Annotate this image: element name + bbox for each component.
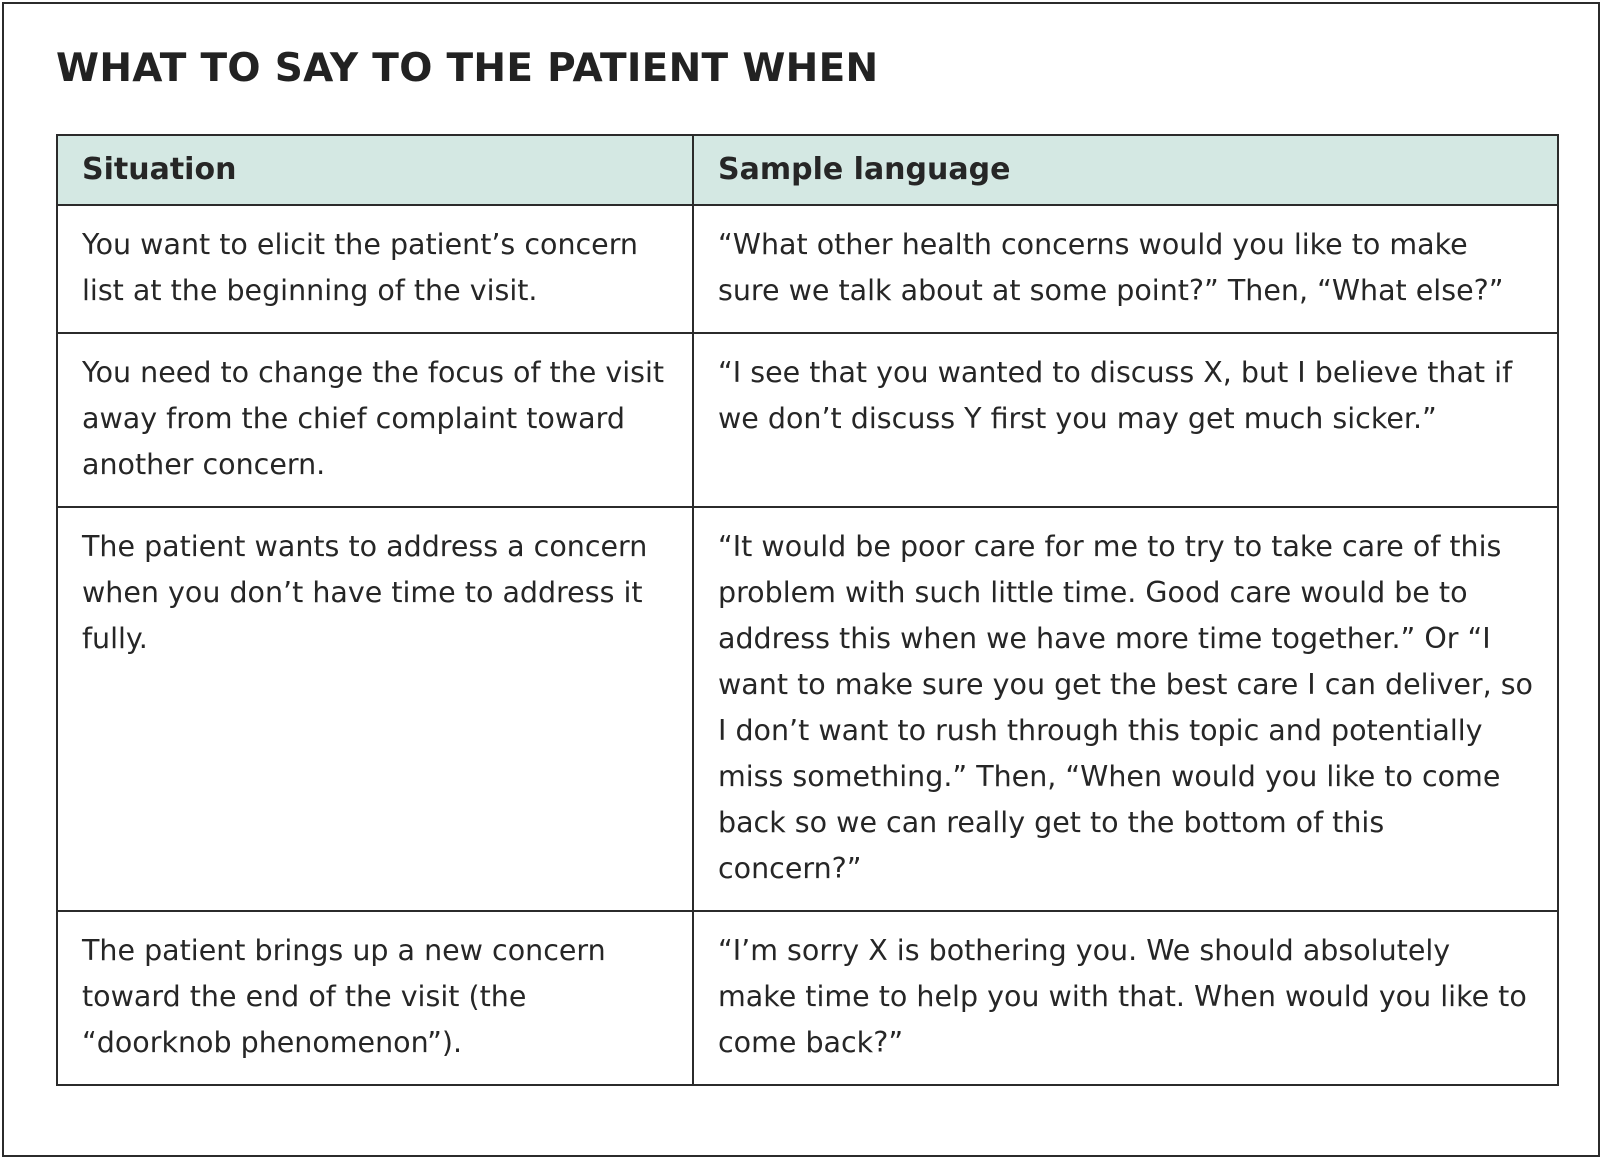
sample-language-cell: “I’m sorry X is bothering you. We should absolutely make time to help you with that. When would you like to come back?” — [693, 911, 1558, 1085]
situation-cell: The patient wants to address a concern when you don’t have time to address it fully. — [57, 507, 693, 911]
document-title: WHAT TO SAY TO THE PATIENT WHEN — [56, 46, 879, 91]
table-row — [57, 333, 1558, 507]
header-situation: Situation — [57, 135, 693, 205]
situation-cell: The patient brings up a new concern toward the end of the visit (the “doorknob phenomenon”). — [57, 911, 693, 1085]
situation-cell: You need to change the focus of the visit away from the chief complaint toward another concern. — [57, 333, 693, 507]
header-sample-language: Sample language — [693, 135, 1558, 205]
table-row — [57, 911, 1558, 1085]
sample-language-cell: “I see that you wanted to discuss X, but I believe that if we don’t discuss Y first you may get much sicker.” — [693, 333, 1558, 507]
guidance-table — [56, 134, 1559, 1086]
sample-language-cell: “What other health concerns would you like to make sure we talk about at some point?” Then, “What else?” — [693, 205, 1558, 333]
sample-language-cell: “It would be poor care for me to try to take care of this problem with such little time. Good care would be to address this when we have more time together.” Or “I want to make sure you get the best care I can deliver, so I don’t want to rush through this topic and potentially miss something.” Then, “When would you like to come back so we can really get to the bottom of this concern?” — [693, 507, 1558, 911]
table-row — [57, 507, 1558, 911]
document-frame — [2, 2, 1600, 1157]
situation-cell: You want to elicit the patient’s concern list at the beginning of the visit. — [57, 205, 693, 333]
table-row — [57, 205, 1558, 333]
table-header-row — [57, 135, 1558, 205]
